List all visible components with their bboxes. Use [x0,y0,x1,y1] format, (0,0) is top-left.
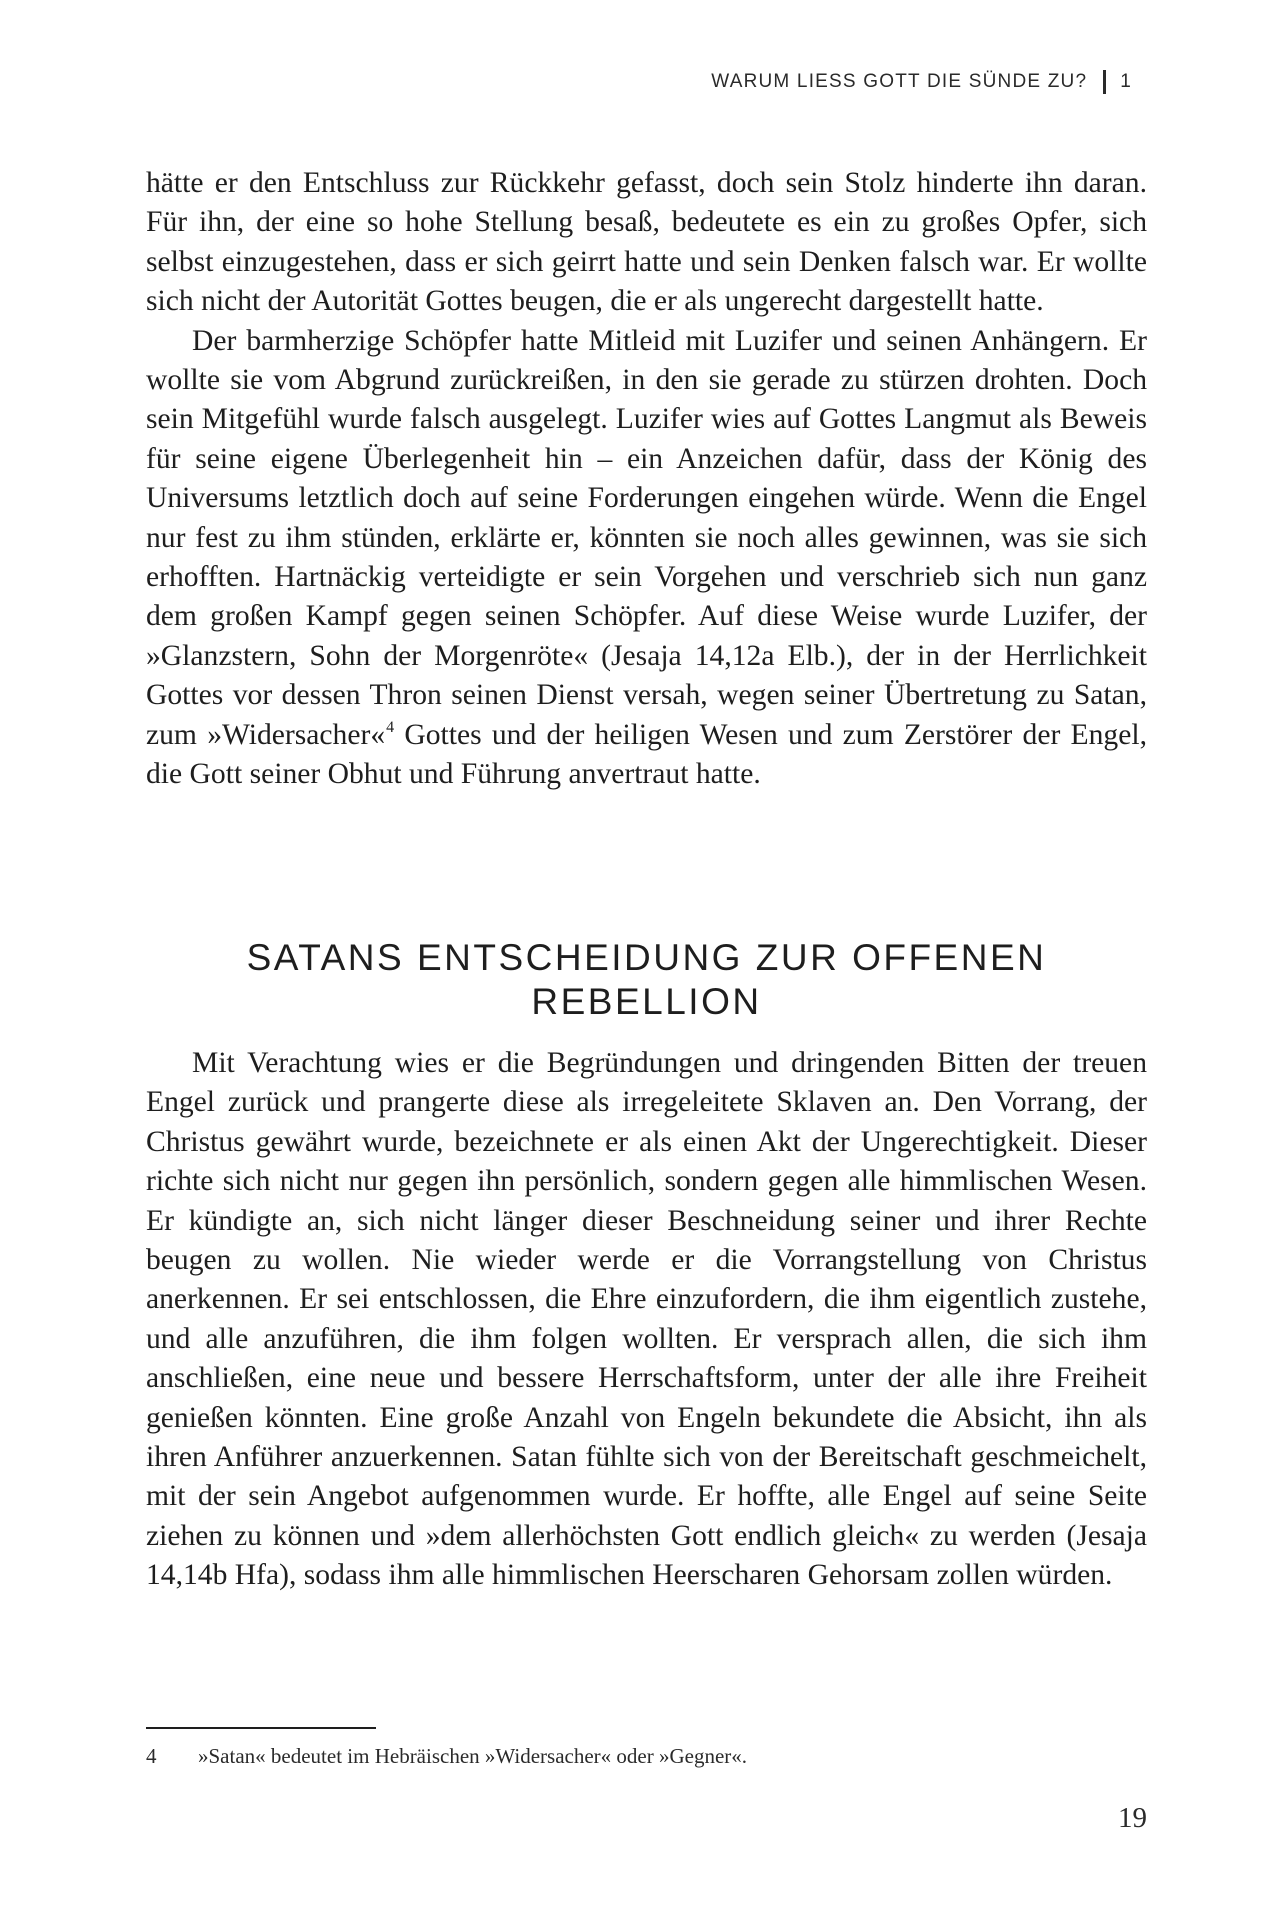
footnote [146,1742,1147,1770]
footnote-number: 4 [146,1744,157,1768]
paragraph-continued: hätte er den Entschluss zur Rückkehr gefasst, doch sein Stolz hinderte ihn daran. Für ihn, der eine so hohe Stellung besaß, bedeutete es ein zu großes Opfer, sich selbst einzugestehen, dass er sich geirrt hatte und sein Denken falsch war. Er wollte sich nicht der Autorität Gottes beugen, die er als ungerecht dargestellt hatte. [146,167,1147,318]
body-text-top [146,164,1147,795]
page-number: 19 [1118,1802,1147,1834]
running-header [711,70,1132,94]
running-header-title: WARUM LIESS GOTT DIE SÜNDE ZU? [711,71,1088,92]
paragraph-rebellion: Mit Verachtung wies er die Begründungen und dringenden Bitten der treuen Engel zurück und prangerte diese als irregeleitete Sklaven an. Den Vorrang, der Christus gewährt wurde, bezeichnete er als einen Akt der Ungerechtigkeit. Dieser richte sich nicht nur gegen ihn persönlich, sondern gegen alle himmlischen Wesen. Er kündigte an, sich nicht länger dieser Beschneidung seiner und ihrer Rechte beugen zu wollen. Nie wieder werde er die Vorrangstellung von Christus anerkennen. Er sei entschlossen, die Ehre einzufordern, die ihm eigentlich zustehe, und alle anzuführen, die ihm folgen wollten. Er versprach allen, die sich ihm anschließen, eine neue und bessere Herrschaftsform, unter der alle ihre Freiheit genießen könnten. Eine große Anzahl von Engeln bekundete die Absicht, ihn als ihren Anführer anzuerkennen. Satan fühlte sich von der Bereitschaft geschmeichelt, mit der sein Angebot aufgenommen wurde. Er hoffte, alle Engel auf seine Seite ziehen zu können und »dem allerhöchsten Gott endlich gleich« zu werden (Jesaja 14,14b Hfa), sodass ihm alle himmlischen Heerscharen Gehorsam zollen würden. [146,1047,1147,1592]
paragraph-luzifer-continuation: Gottes und der heiligen Wesen und zum Zerstörer der Engel, die Gott seiner Obhut und Führung anvertraut hatte. [146,718,1147,791]
section-heading [146,936,1147,1024]
section-heading-line-2: REBELLION [531,981,762,1022]
section-heading-line-1: SATANS ENTSCHEIDUNG ZUR OFFENEN [246,937,1047,978]
body-text-section [146,1044,1147,1596]
chapter-number: 1 [1120,71,1132,92]
paragraph-luzifer-text: Der barmherzige Schöpfer hatte Mitleid mit Luzifer und seinen Anhängern. Er wollte sie vom Abgrund zurückreißen, in den sie gerade zu stürzen drohten. Doch sein Mitgefühl wurde falsch ausgelegt. Luzifer wies auf Gottes Langmut als Beweis für seine eigene Überlegenheit hin – ein Anzeichen dafür, dass der König des Universums letztlich doch auf seine Forderungen eingehen würde. Wenn die Engel nur fest zu ihm stünden, erklärte er, könnten sie noch alles gewinnen, was sie sich erhofften. Hartnäckig verteidigte er sein Vorgehen und verschrieb sich nun ganz dem großen Kampf gegen seinen Schöpfer. Auf diese Weise wurde Luzifer, der »Glanzstern, Sohn der Morgenröte« (Jesaja 14,12a Elb.), der in der Herrlichkeit Gottes vor dessen Thron seinen Dienst versah, wegen seiner Übertretung zu Satan, zum »Widersacher« [146,324,1147,751]
footnote-divider [146,1727,376,1729]
paragraph-luzifer [146,322,1147,795]
footnote-reference: 4 [386,718,395,736]
footnote-text: »Satan« bedeutet im Hebräischen »Widersacher« oder »Gegner«. [198,1744,748,1768]
header-separator [1103,70,1106,94]
